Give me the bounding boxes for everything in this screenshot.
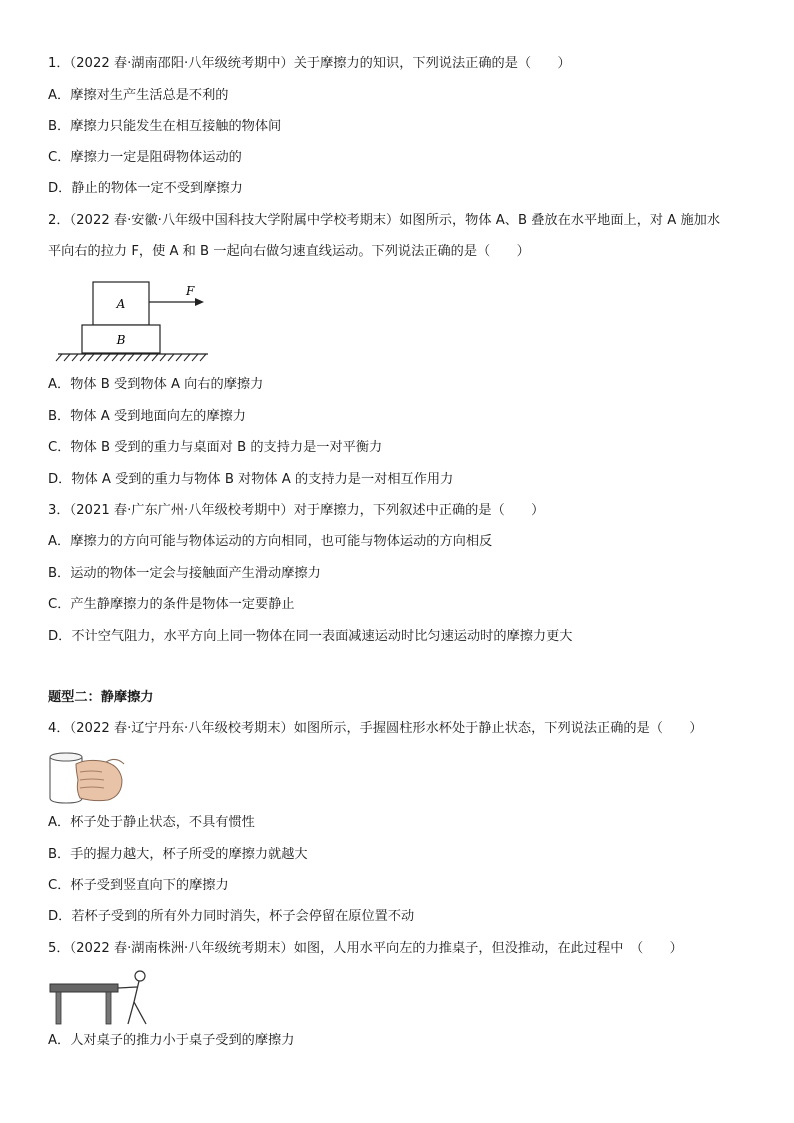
question-3-option-c: C．产生静摩擦力的条件是物体一定要静止	[48, 597, 295, 612]
question-1-option-a: A．摩擦对生产生活总是不利的	[48, 88, 229, 103]
question-1-option-c: C．摩擦力一定是阻碍物体运动的	[48, 150, 242, 165]
question-3-stem: 3．（2021 春·广东广州·八年级校考期中）对于摩擦力，下列叙述中正确的是（ ）	[48, 503, 545, 518]
question-1-option-b: B．摩擦力只能发生在相互接触的物体间	[48, 119, 282, 134]
question-2-option-b: B．物体 A 受到地面向左的摩擦力	[48, 409, 246, 424]
question-4-stem: 4．（2022 春·辽宁丹东·八年级校考期末）如图所示，手握圆柱形水杯处于静止状态，下列说法正确的是（ ）	[48, 721, 703, 736]
question-2-stem-line1: 2．（2022 春·安徽·八年级中国科技大学附属中学校考期末）如图所示，物体 A、B 叠放在水平地面上，对 A 施加水	[48, 213, 721, 228]
question-5-option-a: A．人对桌子的推力小于桌子受到的摩擦力	[48, 1033, 295, 1048]
hand-holding-cup-illustration	[46, 750, 126, 806]
table-leg-left	[56, 992, 61, 1024]
question-2-option-d: D．物体 A 受到的重力与物体 B 对物体 A 的支持力是一对相互作用力	[48, 472, 454, 487]
question-3-option-a: A．摩擦力的方向可能与物体运动的方向相同，也可能与物体运动的方向相反	[48, 534, 493, 549]
question-5-stem: 5．（2022 春·湖南株洲·八年级统考期末）如图，人用水平向左的力推桌子，但没推动，在此过程中 （ ）	[48, 941, 683, 956]
question-2-option-a: A．物体 B 受到物体 A 向右的摩擦力	[48, 377, 264, 392]
block-a-label: A	[116, 297, 126, 311]
person-arm	[118, 987, 137, 988]
question-4-option-b: B．手的握力越大，杯子所受的摩擦力就越大	[48, 847, 308, 862]
question-4-option-d: D．若杯子受到的所有外力同时消失，杯子会停留在原位置不动	[48, 909, 415, 924]
person-torso	[134, 981, 139, 1002]
table-leg-right	[106, 992, 111, 1024]
question-1-option-d: D．静止的物体一定不受到摩擦力	[48, 181, 243, 196]
question-4-option-c: C．杯子受到竖直向下的摩擦力	[48, 878, 229, 893]
blocks-force-diagram	[54, 278, 214, 364]
question-3-option-b: B．运动的物体一定会与接触面产生滑动摩擦力	[48, 566, 321, 581]
table-top	[50, 984, 118, 992]
question-2-stem-line2: 平向右的拉力 F，使 A 和 B 一起向右做匀速直线运动。下列说法正确的是（ ）	[48, 244, 530, 259]
force-label: F	[186, 284, 195, 298]
force-arrow-head	[195, 298, 204, 306]
person-head	[135, 971, 145, 981]
person-pushing-table-illustration	[46, 968, 156, 1026]
question-2-option-c: C．物体 B 受到的重力与桌面对 B 的支持力是一对平衡力	[48, 440, 383, 455]
cup-rim	[50, 753, 82, 761]
question-4-option-a: A．杯子处于静止状态，不具有惯性	[48, 815, 255, 830]
block-b-label: B	[116, 333, 126, 347]
question-3-option-d: D．不计空气阻力，水平方向上同一物体在同一表面减速运动时比匀速运动时的摩擦力更大	[48, 629, 573, 644]
person-leg-back	[134, 1002, 146, 1024]
ground-hatching	[56, 354, 206, 361]
person-leg-front	[128, 1002, 134, 1024]
question-1-stem: 1．（2022 春·湖南邵阳·八年级统考期中）关于摩擦力的知识，下列说法正确的是（ ）	[48, 56, 571, 71]
section-title: 题型二：静摩擦力	[48, 690, 154, 705]
hand-shape	[76, 760, 122, 800]
